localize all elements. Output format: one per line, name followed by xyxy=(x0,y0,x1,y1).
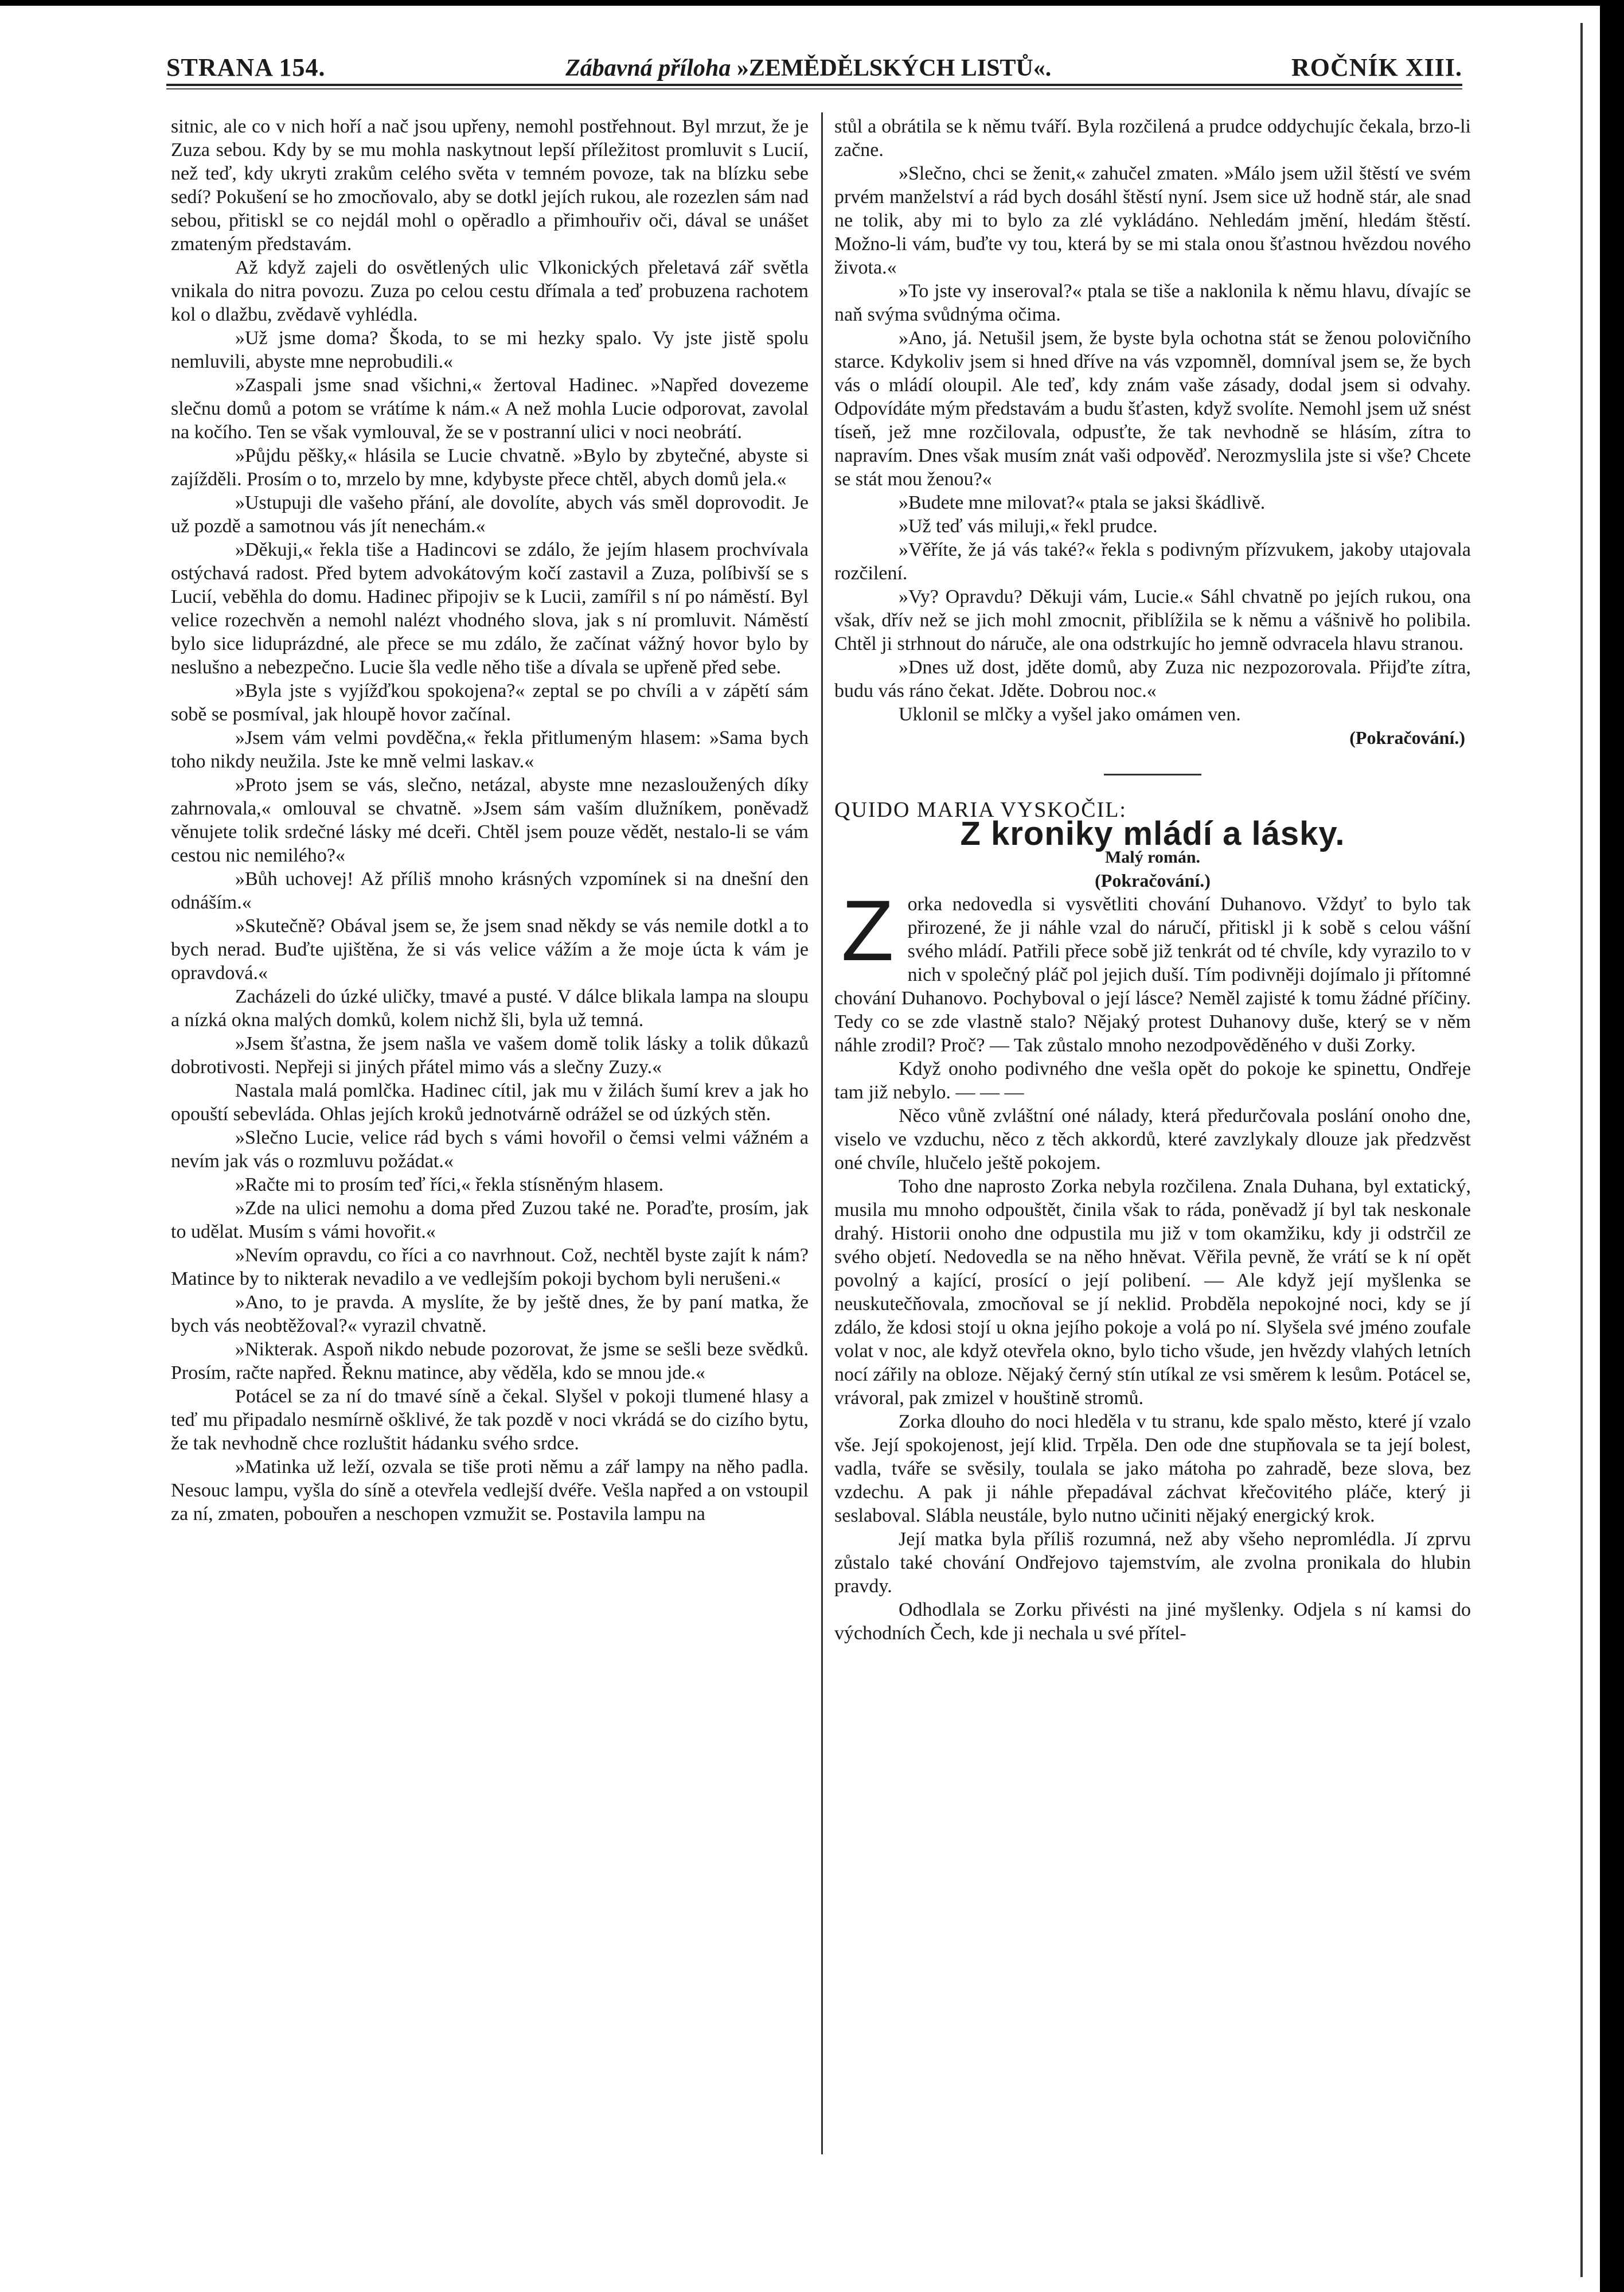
right-column xyxy=(834,115,1471,1645)
paragraph: »Dnes už dost, jděte domů, aby Zuza nic nezpozorovala. Přijďte zítra, budu vás ráno čekat. Jděte. Dobrou noc.« xyxy=(834,657,1471,701)
paragraph: Něco vůně zvláštní oné nálady, která předurčovala poslání onoho dne, viselo ve vzduchu, něco z těch akkordů, které zavzlykaly dlouze jak předzvěst oné chvíle, hlučelo ještě pokojem. xyxy=(834,1105,1471,1174)
paragraph: »Skutečně? Obával jsem se, že jsem snad někdy se vás nemile dotkl a to bych nerad. Buďte ujištěna, že si vás velice vážím a že moje úcta k vám je opravdová.« xyxy=(171,915,809,984)
page-header xyxy=(166,53,1462,80)
paragraph: »Nevím opravdu, co říci a co navrhnout. Což, nechtěl byste zajít k nám? Matince by to nikterak nevadilo a ve vedlejším pokoji bychom byli nerušeni.« xyxy=(171,1245,809,1289)
paragraph: »Proto jsem se vás, slečno, netázal, abyste mne nezasloužených díky zahrnovala,« omlouval se chvatně. »Jsem sám vaším dlužníkem, poněvadž věnujete tolik srdečné lásky mé dceři. Chtěl jsem pouze vědět, nestalo-li se vám cestou nic nemilého?« xyxy=(171,774,809,866)
paragraph: Její matka byla příliš rozumná, než aby všeho nepromlédla. Jí zprvu zůstalo také chování Ondřejovo tajemstvím, ale zvolna pronikala do hlubin pravdy. xyxy=(834,1529,1471,1597)
paragraph: »Slečno Lucie, velice rád bych s vámi hovořil o čemsi velmi vážném a nevím jak vás o rozmluvu požádat.« xyxy=(171,1127,809,1172)
header-rule xyxy=(166,84,1462,86)
page-number: STRANA 154. xyxy=(166,53,326,81)
paragraph: »To jste vy inseroval?« ptala se tiše a naklonila k němu hlavu, dívajíc se naň svýma svůdnýma očima. xyxy=(834,280,1471,325)
paragraph: »Byla jste s vyjížďkou spokojena?« zeptal se po chvíli a v zápětí sám sobě se posmíval, jak hloupě hovor začínal. xyxy=(171,680,809,725)
paragraph: Nastala malá pomlčka. Hadinec cítil, jak mu v žilách šumí krev a jak ho opouští sebevláda. Ohlas jejích kroků jednotvárně odrážel se od úzkých stěn. xyxy=(171,1080,809,1125)
paragraph: Potácel se za ní do tmavé síně a čekal. Slyšel v pokoji tlumené hlasy a teď mu připadalo nesmírně ošklivé, že tak pozdě v noci vkrádá se do cizího bytu, že tak nevhodně chce rozluštit hádanku svého srdce. xyxy=(171,1386,809,1454)
volume-label: ROČNÍK XIII. xyxy=(1291,53,1462,81)
paragraph: Když onoho podivného dne vešla opět do pokoje ke spinettu, Ondřeje tam již nebylo. — — — xyxy=(834,1058,1471,1103)
paragraph: Až když zajeli do osvětlených ulic Vlkonických přeletavá zář světla vnikala do nitra povozu. Zuza po celou cestu dřímala a teď probuzena rachotem kol o dlažbu, zvědavě vyhlédla. xyxy=(171,257,809,325)
paragraph: Zorka dlouho do noci hleděla v tu stranu, kde spalo město, které jí vzalo vše. Její spokojenost, její klid. Trpěla. Den ode dne stupňovala se ta její bolest, vadla, tváře se svěsily, toulala se jako mátoha po zahradě, beze slova, bez vzdechu. A pak ji náhle přepadával záchvat křečovitého pláče, který ji seslaboval. Slábla neustále, bylo nutno učiniti nějaký energický krok. xyxy=(834,1411,1471,1526)
paragraph: Uklonil se mlčky a vyšel jako omámen ven. xyxy=(899,704,1241,725)
first-paragraph-text: orka nedovedla si vysvětliti chování Duhanovo. Vždyť to bylo tak přirozené, že ji náhle vzal do náručí, přitiskl ji k sobě s celou vášní svého mládí. Patřili přece sobě již tenkrát od té chvíle, kdy vyrazilo to v nich v společný pláč pol jejich duší. Tím podivněji dojímalo ji přítomné chování Duhanovo. Pochyboval o její lásce? Neměl zajisté k tomu žádné příčiny. Tedy co se zde vlastně stalo? Nějaký protest Duhanovy duše, který se v něm náhle zrodil? Proč? — Tak zůstalo mnoho nezodpověděného v duši Zorky. xyxy=(834,894,1471,1056)
story-continued-note: (Pokračování.) xyxy=(1095,870,1211,891)
section-separator xyxy=(1104,774,1201,775)
continued-note: (Pokračování.) xyxy=(1349,727,1465,748)
paragraph: Zacházeli do úzké uličky, tmavé a pusté. V dálce blikala lampa na sloupu a nízká okna malých domků, kolem nichž šli, byla už temná. xyxy=(171,986,809,1031)
paragraph: »Zaspali jsme snad všichni,« žertoval Hadinec. »Napřed dovezeme slečnu domů a potom se vrátíme k nám.« A než mohla Lucie odporovat, zavolal na kočího. Ten se však vymlouval, že se v postranní ulici v noci neobrátí. xyxy=(171,375,809,443)
column-divider xyxy=(821,112,823,2154)
supplement-title xyxy=(565,54,1051,82)
paragraph: »Jsem šťastna, že jsem našla ve vašem domě tolik lásky a tolik důkazů dobrotivosti. Nepřeji si jiných přátel mimo vás a slečny Zuzy.« xyxy=(171,1033,809,1078)
paragraph: »Jsem vám velmi povděčna,« řekla přitlumeným hlasem: »Sama bych toho nikdy neužila. Jste ke mně velmi laskav.« xyxy=(171,727,809,772)
supplement-prefix: Zábavná příloha xyxy=(565,55,731,81)
paragraph: »Slečno, chci se ženit,« zahučel zmaten. »Málo jsem užil štěstí ve svém prvém manželství a rád bych dosáhl štěstí nyní. Jsem sice už hodně stár, ale snad ne tolik, aby mi to bylo za zlé vykládáno. Nehledám jmění, hledám štěstí. Možno-li vám, buďte vy tou, která by se mi stala onou šťastnou hvězdou nového života.« xyxy=(834,163,1471,278)
serial-ending xyxy=(834,115,1471,726)
drop-cap: Z xyxy=(841,882,894,979)
paragraph: »Už jsme doma? Škoda, to se mi hezky spalo. Vy jste jistě spolu nemluvili, abyste mne neprobudili.« xyxy=(171,328,809,372)
paragraph: sitnic, ale co v nich hoří a nač jsou upřeny, nemohl postřehnout. Byl mrzut, že je Zuza sebou. Kdy by se mu mohla naskytnout lepší příležitost promluvit s Lucií, než teď, kdy ukryti zrakům celého světa v temném povoze, tak na blízku sebe sedí? Pokušení se ho zmocňovalo, aby se dotkl jejích rukou, ale rozezlen sám nad sebou, přitiskl se co nejdál mohl o opěradlo a přimhouřiv oči, dával se unášet zmateným představám. xyxy=(171,116,809,255)
paragraph: »Ustupuji dle vašeho přání, ale dovolíte, abych vás směl doprovodit. Je už pozdě a samotnou vás jít nenechám.« xyxy=(171,492,809,537)
paragraph: »Věříte, že já vás také?« řekla s podivným přízvukem, jakoby utajovala rozčilení. xyxy=(834,539,1471,584)
paragraph: »Bůh uchovej! Až příliš mnoho krásných vzpomínek si na dnešní den odnáším.« xyxy=(171,868,809,913)
page-edge-line xyxy=(1580,23,1583,2277)
paragraph: »Račte mi to prosím teď říci,« řekla stísněným hlasem. xyxy=(235,1174,664,1195)
paragraph: »Ano, to je pravda. A myslíte, že by ještě dnes, že by paní matka, že bych vás neobtěžoval?« vyrazil chvatně. xyxy=(171,1292,809,1336)
story-opening xyxy=(834,882,1471,1057)
paragraph: »Vy? Opravdu? Děkuji vám, Lucie.« Sáhl chvatně po jejích rukou, ona však, dřív než se jich mohl zmocnit, přiblížila se k němu a vášnivě ho polibila. Chtěl ji strhnout do náruče, ale ona odstrkujíc ho jemně odvracela hlavu stranou. xyxy=(834,586,1471,654)
paragraph: »Budete mne milovat?« ptala se jaksi škádlivě. xyxy=(899,492,1266,513)
paragraph: »Už teď vás miluji,« řekl prudce. xyxy=(899,516,1158,537)
story-title: Z kroniky mládí a lásky. xyxy=(960,815,1345,852)
story-subtitle: Malý román. xyxy=(1104,848,1201,867)
scan-border-right xyxy=(1600,0,1624,2292)
paragraph: »Ano, já. Netušil jsem, že byste byla ochotna stát se ženou polovičního starce. Kdykoliv jsem si hned dříve na vás vzpomněl, domníval jsem se, že bych vás o mládí oloupil. Ale teď, kdy znám vaše zásady, dodal jsem si odvahy. Odpovídáte mým představám a budu šťasten, když svolíte. Nemohl jsem už snést tíseň, jež mne rozčilovala, odpusťte, že tak nevhodně se hlásím, zítra to napravím. Dnes však musím znát vaši odpověď. Nerozmyslila jste si vše? Chcete se stát mou ženou?« xyxy=(834,328,1471,490)
paragraph: »Matinka už leží, ozvala se tiše proti němu a zář lampy na něho padla. Nesouc lampu, vyšla do síně a otevřela vedlejší dvéře. Vešla napřed a on vstoupil za ní, zmaten, pobouřen a neschopen vzmužit se. Postavila lampu na xyxy=(171,1456,809,1525)
paragraph: »Půjdu pěšky,« hlásila se Lucie chvatně. »Bylo by zbytečné, abyste si zajížděli. Prosím o to, mrzelo by mne, kdybyste přece chtěl, abych domů jela.« xyxy=(171,445,809,490)
newspaper-name: »ZEMĚDĚLSKÝCH LISTŮ«. xyxy=(736,55,1052,81)
paragraph: Odhodlala se Zorku přivésti na jiné myšlenky. Odjela s ní kamsi do východních Čech, kde ji nechala u své přítel- xyxy=(834,1599,1471,1644)
paragraph: stůl a obrátila se k němu tváří. Byla rozčilená a prudce oddychujíc čekala, brzo-li začne. xyxy=(834,116,1471,161)
scan-border-top xyxy=(0,0,1624,6)
paragraph: »Nikterak. Aspoň nikdo nebude pozorovat, že jsme se sešli beze svědků. Prosím, račte napřed. Řeknu matince, aby věděla, kdo se mnou jde.« xyxy=(171,1339,809,1383)
paragraph: Toho dne naprosto Zorka nebyla rozčilena. Znala Duhana, byl extatický, musila mu mnoho odpouštět, činila však to ráda, poněvadž jí byl tak neskonale drahý. Historii onoho dne odpustila mu již v tom okamžiku, kdy ji odstrčil ze svého objetí. Nedovedla se na něho hněvat. Věřila pevně, že vrátí se k ní opět povolný a kající, prosící o její polibení. — Ale když její myšlenka se neuskutečňovala, zmocňoval se jí neklid. Probděla nepokojné noci, kdy se jí zdálo, že kdosi stojí u okna jejího pokoje a volá po ní. Slyšela své jméno zoufale volat v noc, ale když otevřela okno, bylo ticho všude, jen hvězdy vlahých letních nocí zářily na obloze. Nějaký černý stín utíkal ze vsi směrem k lesům. Potácel se, vrávoral, pak zmizel v houštině stromů. xyxy=(834,1176,1471,1409)
paragraph: »Děkuji,« řekla tiše a Hadincovi se zdálo, že jejím hlasem prochvívala ostýchavá radost. Před bytem advokátovým kočí zastavil a Zuza, políbivší se s Lucií, veběhla do domu. Hadinec připojiv se k Lucii, zamířil s ní po náměstí. Byl velice rozechvěn a nemohl nalézt vhodného slova, jak s ní promluvit. Náměstí bylo sice liduprázdné, ale přece se mu zdálo, že začínat vážný hovor bylo by neslušno a nebezpečno. Lucie šla vedle něho tiše a dívala se upřeně před sebe. xyxy=(171,539,809,678)
story-author: QUIDO MARIA VYSKOČIL: xyxy=(834,798,1127,822)
first-paragraph xyxy=(834,882,1471,1057)
paragraph: »Zde na ulici nemohu a doma před Zuzou také ne. Poraďte, prosím, jak to udělat. Musím s vámi hovořit.« xyxy=(171,1198,809,1242)
story-body xyxy=(834,1057,1471,1645)
left-column xyxy=(171,115,809,1526)
header-rule-thin xyxy=(166,88,1462,89)
